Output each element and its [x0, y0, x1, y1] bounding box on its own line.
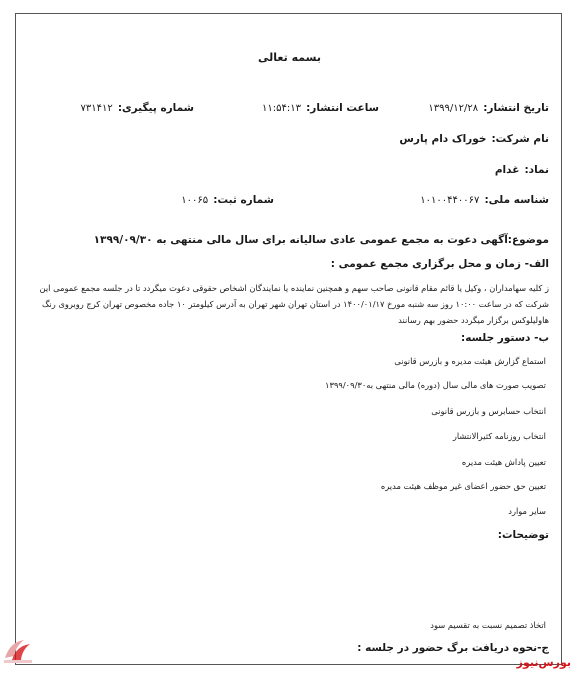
notes-title: توضیحات:: [497, 529, 549, 541]
company-label: نام شرکت:: [491, 133, 549, 145]
agenda-item: تعیین پاداش هیئت مدیره: [461, 457, 546, 467]
symbol-label: نماد:: [524, 164, 549, 176]
agenda-item: انتخاب روزنامه کثیرالانتشار: [452, 431, 546, 441]
publish-time-value: ۱۱:۵۴:۱۳: [262, 103, 301, 114]
agenda-item: تعیین حق حضور اعضای غیر موظف هیئت مدیره: [380, 481, 546, 491]
section-b-title: ب- دستور جلسه:: [461, 332, 549, 344]
section-c-title: ج-نحوه دریافت برگ حضور در جلسه :: [357, 642, 549, 654]
section-a-title: الف- زمان و محل برگزاری مجمع عمومی :: [330, 258, 549, 270]
agenda-item: سایر موارد: [508, 506, 546, 516]
section-a-text: ز کلیه سهامداران ، وکیل یا قائم مقام قانونی صاحب سهم و همچنین نماینده یا نمایندگان اشخاص حقوقی دعوت میگردد تا در جلسه مجمع عمومی این شرکت که در ساعت ۱۰:۰۰ روز سه شنبه مورخ ۱۴۰۰/۰۱/۱۷ در استان تهران شهر تهران به آدرس کیلومتر ۱۰ جاده مخصوص تهران کرج روبروی رنگ هاولیلوکس برگزار میگردد حضور بهم رسانند: [39, 283, 549, 325]
national-id-row: [420, 188, 549, 207]
doc-title: بسمه تعالی: [258, 51, 321, 64]
registration-label: شماره ثبت:: [213, 194, 274, 206]
document-frame: [15, 13, 562, 665]
registration-row: [181, 188, 274, 207]
publish-date-row: [428, 96, 549, 115]
registration-value: ۱۰۰۶۵: [181, 195, 209, 206]
publish-time-row: [262, 96, 379, 115]
subject-line: موضوع:آگهی دعوت به مجمع عمومی عادی سالیانه برای سال مالی منتهی به ۱۳۹۹/۰۹/۳۰: [93, 234, 549, 246]
bourse-news-logo-icon: [2, 636, 36, 666]
agenda-item: تصویب صورت های مالی سال (دوره) مالی منتهی به۱۳۹۹/۰۹/۳۰: [325, 380, 546, 390]
agenda-item: انتخاب حسابرس و بازرس قانونی: [431, 406, 546, 416]
tracking-label: شماره پیگیری:: [117, 102, 194, 114]
agenda-item: استماع گزارش هیئت مدیره و بازرس قانونی: [394, 356, 546, 366]
company-row: [399, 127, 549, 146]
publish-time-label: ساعت انتشار:: [306, 102, 379, 114]
symbol-row: [495, 158, 549, 177]
national-id-label: شناسه ملی:: [484, 194, 549, 206]
company-name: خوراک دام پارس: [399, 133, 487, 145]
publish-date-value: ۱۳۹۹/۱۲/۲۸: [428, 103, 479, 114]
dividend-note: اتخاذ تصمیم نسبت به تقسیم سود: [430, 620, 546, 630]
watermark-text: بورس‌نیوز: [516, 656, 571, 669]
tracking-value: ۷۳۱۴۱۲: [80, 103, 113, 114]
symbol-value: غدام: [494, 164, 520, 176]
national-id-value: ۱۰۱۰۰۴۴۰۰۶۷: [420, 195, 480, 206]
tracking-row: [80, 96, 194, 115]
publish-date-label: تاریخ انتشار:: [483, 102, 549, 114]
